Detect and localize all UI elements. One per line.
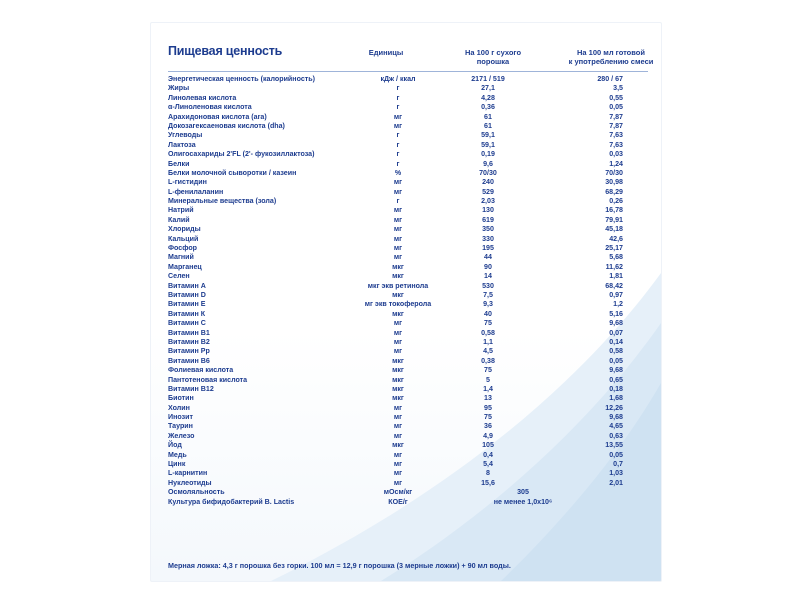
per-100g-value: 529 [482,187,494,196]
nutrient-name: Кальций [168,234,199,243]
unit-cell: мг [393,187,403,196]
per-100g-value: 5,4 [483,460,493,469]
per-100g-value: 75 [484,413,492,422]
table-title: Пищевая ценность [168,44,283,58]
table-row [168,488,648,497]
per-100ml-value: 0,97 [609,290,623,299]
per-100ml-value: 9,68 [609,366,623,375]
unit-cell: мкг [392,441,404,450]
per-100g-value: 0,4 [483,450,493,459]
per-100ml-value: 0,58 [609,347,623,356]
nutrient-name: Витамин Е [168,300,206,309]
per-100ml-value: 1,68 [609,394,623,403]
per-100ml-value: 30,98 [605,178,623,187]
unit-cell: мг [393,244,403,253]
table-row [168,263,648,272]
unit-cell: мг [393,253,403,262]
per-100ml-value: 1,81 [609,272,623,281]
unit-cell: мг [393,112,403,121]
per-100ml-value: 1,2 [613,300,623,309]
per-100g-value: 95 [484,403,492,412]
unit-cell: мг [393,431,403,440]
nutrient-name: Холин [168,403,190,412]
table-row [168,319,648,328]
unit-cell: г [396,84,400,93]
per-100ml-value: 0,55 [609,93,623,102]
per-100g-value: 61 [484,112,492,121]
unit-cell: мкг [392,384,404,393]
nutrient-name: Таурин [168,422,193,431]
nutrient-name: Витамин D [168,290,206,299]
nutrient-name: L-карнитин [168,469,208,478]
per-100ml-header [556,48,662,66]
unit-cell: мкг экв ретинола [367,281,429,290]
unit-cell: мкг [392,394,404,403]
per-100g-value: 2171 / 519 [471,75,505,83]
per-100ml-value: 0,65 [609,375,623,384]
per-100g-value: 8 [486,469,490,478]
unit-cell: мкг [392,262,404,271]
unit-cell: мг [393,337,403,346]
per-100g-header-line1: На 100 г сухого [464,48,522,57]
per-100ml-value: 5,68 [609,253,623,262]
per-100ml-value: 0,26 [609,197,623,206]
table-row [168,422,648,431]
table-row [168,338,648,347]
per-100ml-value: 7,63 [609,140,623,149]
per-100ml-value: 3,5 [613,84,623,93]
nutrient-name: Хлориды [168,225,201,234]
per-100ml-value: 2,01 [609,478,623,487]
table-row [168,385,648,394]
per-100g-value: 530 [482,281,494,290]
table-row [168,347,648,356]
nutrient-name: Минеральные вещества (зола) [168,197,277,206]
table-row [168,498,648,507]
unit-cell: г [396,103,400,112]
unit-cell: г [396,197,400,206]
table-row [168,469,648,478]
per-100g-value: 75 [484,366,492,375]
nutrient-name: Докозагексаеновая кислота (dha) [168,121,285,130]
table-row [168,460,648,469]
per-100g-value: 59,1 [481,131,495,140]
per-100g-value: 130 [482,206,494,215]
per-100g-value: 27,1 [481,84,495,93]
nutrient-name: Медь [168,450,187,459]
nutrient-name: Арахидоновая кислота (ara) [168,112,267,121]
per-100g-value: 9,6 [483,159,493,168]
unit-cell: г [396,140,400,149]
table-row [168,206,648,215]
per-100g-value: 0,19 [481,150,495,159]
per-100g-value: 15,6 [481,478,495,487]
per-100g-value: 0,38 [481,356,495,365]
footnote: Мерная ложка: 4,3 г порошка без горки. 100 мл = 12,9 г порошка (3 мерные ложки) + 90 мл воды. [168,561,511,570]
unit-cell: мг [393,121,403,130]
table-row [168,197,648,206]
table-row [168,376,648,385]
table-row [168,235,648,244]
table-row [168,357,648,366]
table-row [168,451,648,460]
unit-cell: г [396,131,400,140]
table-row [168,113,648,122]
unit-cell: мкг [392,309,404,318]
nutrient-name: Марганец [168,262,202,271]
per-100ml-value: 1,03 [609,469,623,478]
table-row [168,404,648,413]
nutrient-name: Энергетическая ценность (калорийность) [168,75,315,83]
nutrient-name: Углеводы [168,131,203,140]
nutrient-name: Витамин В12 [168,384,214,393]
per-100g-value: 75 [484,319,492,328]
table-row [168,413,648,422]
per-100g-value: 1,1 [483,337,493,346]
unit-cell: г [396,159,400,168]
table-row [168,300,648,309]
table-row [168,75,648,84]
per-100ml-value: 16,78 [605,206,623,215]
table-row [168,291,648,300]
per-100g-header [448,48,538,66]
unit-cell: мг [393,460,403,469]
nutrient-name: L-фенилаланин [168,187,224,196]
table-row [168,84,648,93]
table-row [168,94,648,103]
per-100ml-value: 68,42 [605,281,623,290]
per-100ml-value: 79,91 [605,215,623,224]
table-row [168,188,648,197]
unit-cell: мг [393,478,403,487]
unit-cell: мг [393,469,403,478]
per-100ml-value: не менее 1,0x10⁶ [493,497,553,506]
unit-cell: г [396,150,400,159]
per-100ml-value: 280 / 67 [597,75,623,83]
table-row [168,253,648,262]
per-100ml-value: 70/30 [605,168,623,177]
nutrient-name: Йод [168,441,182,450]
per-100ml-value: 11,62 [605,262,623,271]
per-100ml-value: 0,05 [609,103,623,112]
unit-cell: мОсм/кг [383,488,413,497]
unit-cell: мг [393,234,403,243]
table-row [168,282,648,291]
table-row [168,432,648,441]
per-100ml-value: 0,7 [613,460,623,469]
per-100g-value: 59,1 [481,140,495,149]
nutrient-name: Цинк [168,460,186,469]
per-100g-value: 7,5 [483,290,493,299]
per-100g-value: 4,9 [483,431,493,440]
unit-cell: мг [393,206,403,215]
table-row [168,169,648,178]
nutrient-name: Магний [168,253,194,262]
per-100g-value: 0,58 [481,328,495,337]
unit-cell: % [394,168,402,177]
nutrient-name: α-Линоленовая кислота [168,103,252,112]
per-100g-value: 4,28 [481,93,495,102]
unit-cell: мкг [392,366,404,375]
table-row [168,272,648,281]
nutrient-name: Культура бифидобактерий B. Lactis [168,497,295,506]
unit-cell: мг [393,413,403,422]
unit-cell: мг [393,328,403,337]
table-row [168,150,648,159]
nutrient-name: Витамин В1 [168,328,210,337]
per-100g-value: 90 [484,262,492,271]
per-100ml-value: 13,55 [605,441,623,450]
per-100ml-value: 0,63 [609,431,623,440]
per-100g-value: 36 [484,422,492,431]
nutrient-name: Витамин В6 [168,356,210,365]
unit-cell: кДж / ккал [380,75,416,83]
table-row [168,225,648,234]
nutrient-name: Селен [168,272,190,281]
per-100g-value: 350 [482,225,494,234]
unit-cell: мкг [392,356,404,365]
table-row [168,178,648,187]
table-row [168,216,648,225]
per-100g-value: 9,3 [483,300,493,309]
per-100ml-value: 0,03 [609,150,623,159]
per-100g-value: 44 [484,253,492,262]
table-row [168,441,648,450]
per-100ml-value: 0,14 [609,337,623,346]
nutrient-name: Пантотеновая кислота [168,375,248,384]
nutrient-name: Лактоза [168,140,196,149]
nutrient-name: L-гистидин [168,178,207,187]
nutrient-name: Витамин В2 [168,337,210,346]
nutrient-name: Натрий [168,206,194,215]
nutrient-name: Белки [168,159,190,168]
per-100ml-value: 7,87 [609,112,623,121]
unit-cell: г [396,93,400,102]
per-100g-value: 40 [484,309,492,318]
per-100g-value: 619 [482,215,494,224]
per-100ml-value: 45,18 [605,225,623,234]
per-100g-value: 1,4 [483,384,493,393]
unit-cell: мг [393,225,403,234]
per-100ml-value: 7,87 [609,121,623,130]
nutrient-name: Железо [168,431,195,440]
per-100ml-value: 25,17 [605,244,623,253]
per-100ml-header-line1: На 100 мл готовой [577,48,645,57]
per-100g-value: 0,36 [481,103,495,112]
per-100ml-value: 0,05 [609,450,623,459]
unit-cell: КОЕ/г [388,497,408,506]
unit-cell: мкг [392,375,404,384]
per-100g-value: 195 [482,244,494,253]
per-100g-value: 2,03 [481,197,495,206]
unit-cell: мг [393,319,403,328]
per-100ml-value: 4,65 [609,422,623,431]
table-row [168,131,648,140]
unit-cell: мг экв токоферола [364,300,432,309]
per-100g-header-line2: порошка [476,57,510,66]
unit-cell: мг [393,403,403,412]
nutrition-panel [150,22,662,582]
table-row [168,394,648,403]
unit-cell: мг [393,347,403,356]
unit-cell: мг [393,422,403,431]
nutrient-name: Линолевая кислота [168,93,237,102]
nutrient-name: Калий [168,215,190,224]
per-100ml-value: 42,6 [609,234,623,243]
nutrient-name: Нуклеотиды [168,478,212,487]
nutrient-name: Фосфор [168,244,198,253]
per-100ml-value: 5,16 [609,309,623,318]
header-divider [168,71,648,72]
table-row [168,244,648,253]
nutrient-name: Витамин А [168,281,206,290]
table-row [168,479,648,488]
nutrition-table-body [168,75,648,507]
nutrient-name: Витамин С [168,319,206,328]
table-row [168,103,648,112]
nutrient-name: Инозит [168,413,193,422]
per-100g-value: 5 [486,375,490,384]
per-100ml-value: 68,29 [605,187,623,196]
per-100ml-value: 1,24 [609,159,623,168]
nutrient-name: Белки молочной сыворотки / казеин [168,168,297,177]
nutrient-name: Фолиевая кислота [168,366,234,375]
unit-cell: мг [393,178,403,187]
table-row [168,141,648,150]
nutrient-name: Осмоляльность [168,488,225,497]
nutrient-name: Витамин Рр [168,347,210,356]
per-100g-value: 13 [484,394,492,403]
per-100g-value: 70/30 [479,168,497,177]
per-100g-value: 240 [482,178,494,187]
nutrient-name: Олигосахариды 2'FL (2'- фукозиллактоза) [168,150,315,159]
per-100ml-value: 305 [517,488,529,497]
units-header: Единицы [368,48,404,57]
per-100ml-value: 7,63 [609,131,623,140]
table-row [168,122,648,131]
per-100ml-value: 9,68 [609,319,623,328]
table-row [168,310,648,319]
per-100g-value: 14 [484,272,492,281]
unit-cell: мкг [392,290,404,299]
per-100ml-value: 0,05 [609,356,623,365]
per-100ml-value: 0,18 [609,384,623,393]
table-row [168,366,648,375]
per-100ml-header-line2: к употреблению смеси [568,57,654,66]
nutrient-name: Жиры [168,84,190,93]
per-100g-value: 61 [484,121,492,130]
unit-cell: мкг [392,272,404,281]
per-100g-value: 4,5 [483,347,493,356]
table-row [168,329,648,338]
per-100ml-value: 0,07 [609,328,623,337]
nutrient-name: Биотин [168,394,194,403]
nutrient-name: Витамин К [168,309,206,318]
table-row [168,160,648,169]
per-100ml-value: 9,68 [609,413,623,422]
per-100g-value: 105 [482,441,494,450]
unit-cell: мг [393,450,403,459]
unit-cell: мг [393,215,403,224]
per-100g-value: 330 [482,234,494,243]
per-100ml-value: 12,26 [605,403,623,412]
